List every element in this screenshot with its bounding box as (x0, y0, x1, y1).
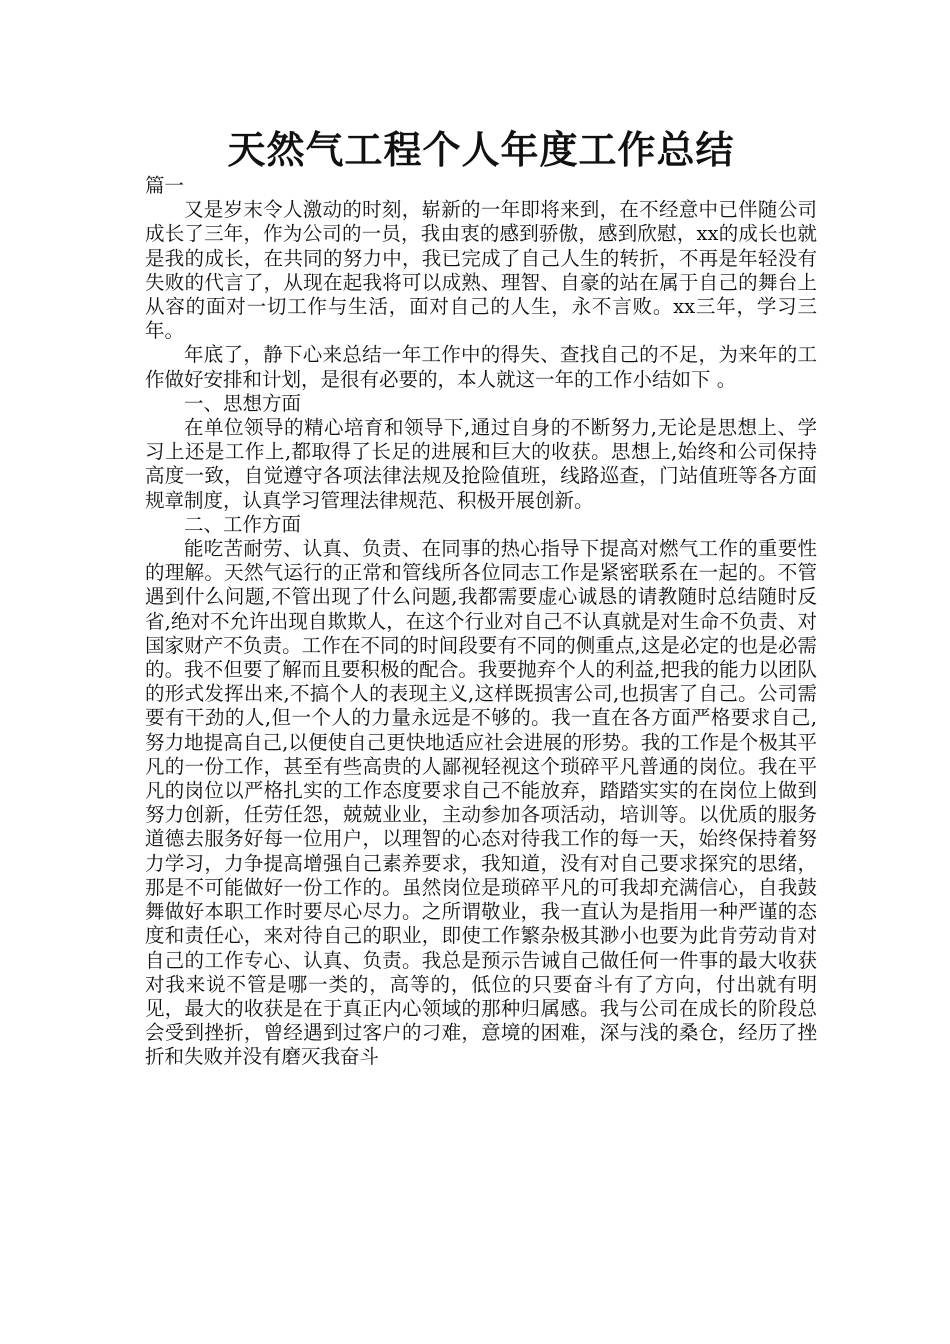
document-title: 天然气工程个人年度工作总结 (227, 128, 735, 172)
section-text-work: 能吃苦耐劳、认真、负责、在同事的热心指导下提高对燃气工作的重要性的理解。天然气运行的正常和管线所各位同志工作是紧密联系在一起的。不管遇到什么问题,不管出现了什么问题,我都需要虚心诚恳的请教随时总结随时反省,绝对不允许出现自欺欺人，在这个行业对自己不认真就是对生命不负责、对国家财产不负责。工作在不同的时间段要有不同的侧重点,这是必定的也是必需的。我不但要了解而且要积极的配合。我要抛弃个人的利益,把我的能力以团队的形式发挥出来,不搞个人的表现主义,这样既损害公司,也损害了自己。公司需要有干劲的人,但一个人的力量永远是不够的。我一直在各方面严格要求自己,努力地提高自己,以便使自己更快地适应社会进展的形势。我的工作是个极其平凡的一份工作，甚至有些高贵的人鄙视轻视这个琐碎平凡普通的岗位。我在平凡的岗位以严格扎实的工作态度要求自己不能放弃，踏踏实实的在岗位上做到努力创新，任劳任怨，兢兢业业，主动参加各项活动，培训等。以优质的服务道德去服务好每一位用户，以理智的心态对待我工作的每一天，始终保持着努力学习，力争提高增强自己素养要求，我知道，没有对自己要求探究的思绪，那是不可能做好一份工作的。虽然岗位是琐碎平凡的可我却充满信心，自我鼓舞做好本职工作时要尽心尽力。之所谓敬业，我一直认为是指用一种严谨的态度和责任心，来对待自己的职业，即使工作繁杂极其渺小也要为此肯劳动肯对自己的工作专心、认真、负责。我总是预示告诫自己做任何一件事的最大收获对我来说不管是哪一类的，高等的，低位的只要奋斗有了方向，付出就有明见，最大的收获是在于真正内心领域的那种归属感。我与公司在成长的阶段总会受到挫折，曾经遇到过客户的刁难，意境的困难，深与浅的桑仓，经历了挫折和失败并没有磨灭我奋斗 (145, 537, 817, 1069)
section-heading-work: 二、工作方面 (184, 512, 302, 536)
part-label: 篇一 (145, 174, 185, 197)
intro-paragraph-2: 年底了，静下心来总结一年工作中的得失、查找自己的不足，为来年的工作做好安排和计划，是很有必要的，本人就这一年的工作小结如下 。 (145, 343, 817, 391)
section-text-thought: 在单位领导的精心培育和领导下,通过自身的不断努力,无论是思想上、学习上还是工作上,都取得了长足的进展和巨大的收获。思想上,始终和公司保持高度一致，自觉遵守各项法律法规及抢险值班，线路巡查，门站值班等各方面规章制度，认真学习管理法律规范、积极开展创新。 (145, 416, 817, 512)
document-page (145, 126, 817, 1070)
section-heading-thought: 一、思想方面 (184, 391, 302, 415)
intro-paragraph-1: 又是岁末令人激动的时刻，崭新的一年即将来到，在不经意中已伴随公司成长了三年，作为公司的一员，我由衷的感到骄傲，感到欣慰，xx的成长也就是我的成长，在共同的努力中，我已完成了自己人生的转折，不再是年轻没有失败的代言了，从现在起我将可以成熟、理智、自豪的站在属于自己的舞台上从容的面对一切工作与生活，面对自己的人生，永不言败。xx三年，学习三年。 (145, 198, 817, 343)
